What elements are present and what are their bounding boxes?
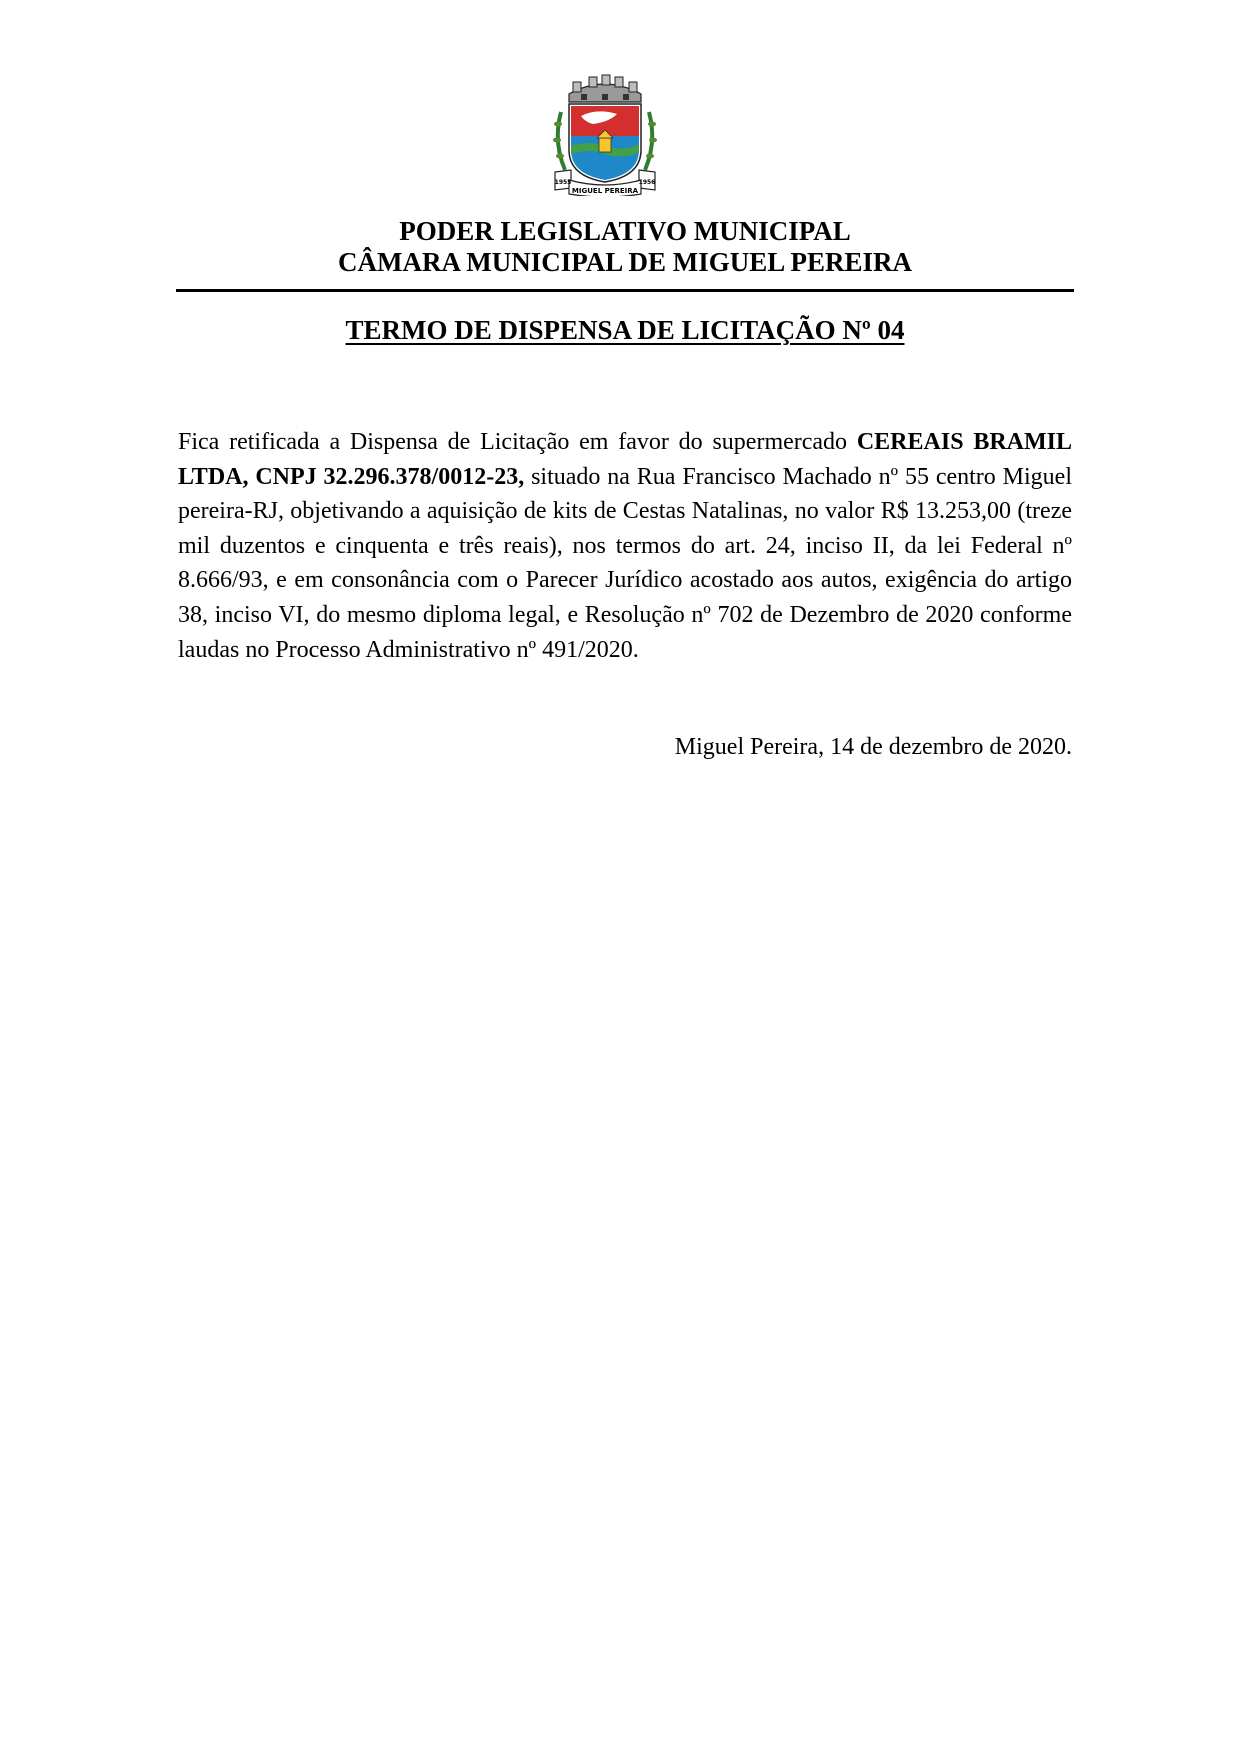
letterhead-line-1: PODER LEGISLATIVO MUNICIPAL	[399, 216, 851, 246]
crest-year-right: 1956	[638, 179, 656, 186]
body-intro: Fica retificada a Dispensa de Licitação em favor do supermercado	[178, 429, 857, 455]
crest-year-left: 1955	[554, 179, 572, 186]
body-company: CEREAIS BRAMIL LTDA, CNPJ 32.296.378/0012-23,	[178, 429, 1072, 490]
date-place-line: Miguel Pereira, 14 de dezembro de 2020.	[674, 734, 1072, 760]
header-divider	[176, 289, 1074, 292]
mural-crown	[569, 75, 641, 102]
document-title-text: TERMO DE DISPENSA DE LICITAÇÃO Nº 04	[345, 315, 905, 345]
document-body	[178, 425, 1072, 667]
letterhead	[176, 216, 1074, 278]
body-rest: situado na Rua Francisco Machado nº 55 centro Miguel pereira-RJ, objetivando a aquisição de kits de Cestas Natalinas, no valor R$ 13.253,00 (treze mil duzentos e cinquenta e três reais), nos termos do art. 24, inciso II, da lei Federal nº 8.666/93, e em consonância com o Parecer Jurídico acostado aos autos, exigência do artigo 38, inciso VI, do mesmo diploma legal, e Resolução nº 702 de Dezembro de 2020 conforme laudas no Processo Administrativo nº 491/2020.	[178, 463, 1072, 663]
municipal-coat-of-arms	[547, 72, 663, 196]
document-title	[176, 315, 1074, 346]
shield	[569, 104, 641, 182]
letterhead-line-2: CÂMARA MUNICIPAL DE MIGUEL PEREIRA	[337, 247, 913, 277]
crest-banner-text: MIGUEL PEREIRA	[571, 187, 639, 195]
